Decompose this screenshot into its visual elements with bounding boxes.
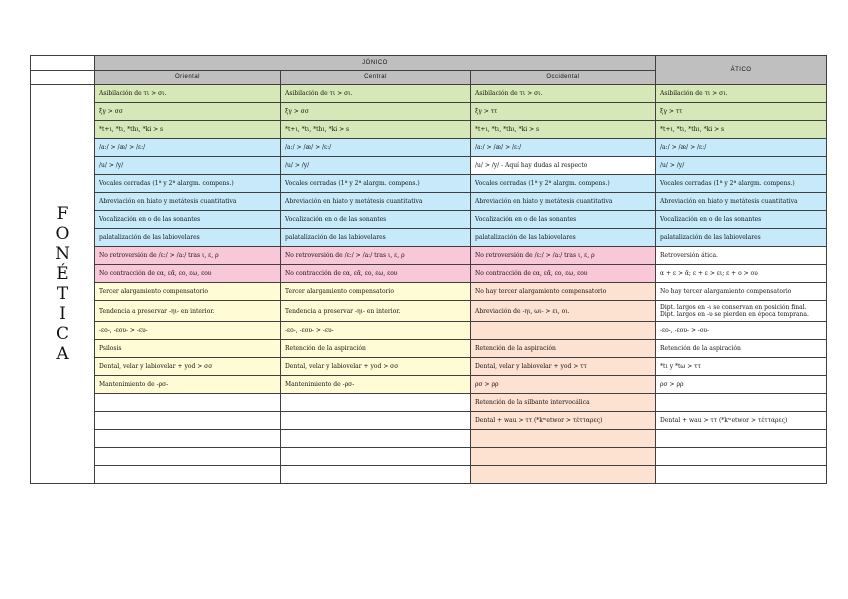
table-cell: -εο-, -εου- > -ευ- <box>95 322 281 340</box>
table-cell: palatalización de las labiovelares <box>656 229 827 247</box>
table-cell: Tendencia a preservar -ηι- en interior. <box>281 301 471 322</box>
table-cell <box>471 466 656 484</box>
table-cell: Dental, velar y labiovelar + yod > σσ <box>95 358 281 376</box>
table-row <box>31 412 827 430</box>
table-cell: /a:/ > /æ/ > /ε:/ <box>471 139 656 157</box>
table-body <box>31 85 827 484</box>
table-cell: Dental + wau > ττ (*kʷetwor > τέτταρες) <box>656 412 827 430</box>
header-jonico: JÓNICO <box>95 56 656 71</box>
table-cell: palatalización de las labiovelares <box>281 229 471 247</box>
table-cell <box>281 394 471 412</box>
table-cell <box>281 430 471 448</box>
table-cell: *t+ι, *tι, *thι, *ki > s <box>656 121 827 139</box>
table-cell: Tercer alargamiento compensatorio <box>281 283 471 301</box>
table-cell: palatalización de las labiovelares <box>471 229 656 247</box>
table-cell: Vocales cerradas (1ª y 2ª alargm. compens.) <box>471 175 656 193</box>
table-cell: /a:/ > /æ/ > /ε:/ <box>656 139 827 157</box>
table-cell: No contracción de εα, εᾶ, εο, εω, εου <box>471 265 656 283</box>
table-row <box>31 211 827 229</box>
table-cell <box>95 412 281 430</box>
table-cell: Dipt. largos en -ι se conservan en posición final. Dipt. largos en -υ se pierden en época temprana. <box>656 301 827 322</box>
table-cell: Vocales cerradas (1ª y 2ª alargm. compens.) <box>281 175 471 193</box>
table-row <box>31 448 827 466</box>
header-atico: ÁTICO <box>656 56 827 85</box>
table-row <box>31 340 827 358</box>
side-letter: F <box>56 204 69 224</box>
table-cell <box>471 430 656 448</box>
header-occidental: Occidental <box>471 71 656 85</box>
table-cell: No retroversión de /ε:/ > /a:/ tras ι, ε, ρ <box>281 247 471 265</box>
table-cell: -εο-, -εου- > -ευ- <box>281 322 471 340</box>
table-cell: Abreviación en hiato y metátesis cuantitativa <box>471 193 656 211</box>
side-letter: A <box>56 344 69 364</box>
table-row <box>31 103 827 121</box>
table-cell: No hay tercer alargamiento compensatorio <box>656 283 827 301</box>
table-cell: Retención de la silbante intervocálica <box>471 394 656 412</box>
table-cell: Vocales cerradas (1ª y 2ª alargm. compens.) <box>95 175 281 193</box>
header-central: Central <box>281 71 471 85</box>
table-cell: /u/ > /y/ <box>656 157 827 175</box>
table-row <box>31 85 827 103</box>
table-cell: No contracción de εα, εᾶ, εο, εω, εου <box>281 265 471 283</box>
table-cell: *t+ι, *tι, *thι, *ki > s <box>95 121 281 139</box>
table-cell: Vocalización en o de las sonantes <box>281 211 471 229</box>
side-letter: N <box>55 244 70 264</box>
table-cell: Psilosis <box>95 340 281 358</box>
table-row <box>31 283 827 301</box>
table-cell: /u/ > /y/ <box>95 157 281 175</box>
table-cell: Retención de la aspiración <box>281 340 471 358</box>
table-cell: Dental, velar y labiovelar + yod > ττ <box>471 358 656 376</box>
side-label-fonetica <box>31 85 95 484</box>
table-row <box>31 265 827 283</box>
table-row <box>31 394 827 412</box>
table-row <box>31 193 827 211</box>
side-letter: T <box>56 284 69 304</box>
table-cell <box>656 430 827 448</box>
table-cell: ξγ > ττ <box>471 103 656 121</box>
table-cell: ρσ > ρρ <box>471 376 656 394</box>
dialect-phonetics-table <box>30 55 827 484</box>
table-cell <box>95 466 281 484</box>
table-cell: Vocales cerradas (1ª y 2ª alargm. compens.) <box>656 175 827 193</box>
side-letter: I <box>59 304 66 324</box>
table-cell: -εο-, -εου- > -ου- <box>656 322 827 340</box>
table-cell: Vocalización en o de las sonantes <box>656 211 827 229</box>
table-cell: Abreviación en hiato y metátesis cuantitativa <box>95 193 281 211</box>
table-cell <box>95 448 281 466</box>
table-cell: /u/ > /y/ - Aquí hay dudas al respecto <box>471 157 656 175</box>
table-cell: Asibilación de τι > σι. <box>95 85 281 103</box>
table-cell: Asibilación de τι > σι. <box>281 85 471 103</box>
table-cell: Retención de la aspiración <box>471 340 656 358</box>
table-cell <box>471 322 656 340</box>
side-letter: O <box>55 224 70 244</box>
table-cell: Mantenimiento de -ρσ- <box>281 376 471 394</box>
table-cell <box>281 448 471 466</box>
table-cell: Asibilación de τι > σι. <box>656 85 827 103</box>
table-row <box>31 175 827 193</box>
table-cell: ξγ > ττ <box>656 103 827 121</box>
table-cell <box>95 394 281 412</box>
table-cell <box>656 466 827 484</box>
table-row <box>31 139 827 157</box>
table-cell: No retroversión de /ε:/ > /a:/ tras ι, ε, ρ <box>471 247 656 265</box>
table-row <box>31 247 827 265</box>
table-cell <box>281 466 471 484</box>
table-cell: /a:/ > /æ/ > /ε:/ <box>95 139 281 157</box>
table-cell: Vocalización en o de las sonantes <box>471 211 656 229</box>
table-row <box>31 466 827 484</box>
table-cell: Dental + wau > ττ (*kʷetwor > τέτταρες) <box>471 412 656 430</box>
table-cell: Abreviación en hiato y metátesis cuantitativa <box>281 193 471 211</box>
table-cell: palatalización de las labiovelares <box>95 229 281 247</box>
table-cell <box>281 412 471 430</box>
table-cell: *t+ι, *tι, *thι, *ki > s <box>281 121 471 139</box>
corner-cell-lower <box>31 71 95 85</box>
table-cell: ξγ > σσ <box>281 103 471 121</box>
table-row <box>31 376 827 394</box>
table-cell: No contracción de εα, εᾶ, εο, εω, εου <box>95 265 281 283</box>
table-row <box>31 358 827 376</box>
side-letter: C <box>55 324 69 344</box>
table-row <box>31 121 827 139</box>
table-row <box>31 157 827 175</box>
table-cell: Abreviación de -ηι, ωι- > ει, οι. <box>471 301 656 322</box>
table-row <box>31 322 827 340</box>
table-cell <box>95 430 281 448</box>
table-cell: /u/ > /y/ <box>281 157 471 175</box>
table-cell <box>471 448 656 466</box>
table-cell: *t+ι, *tι, *thι, *ki > s <box>471 121 656 139</box>
table-cell: Asibilación de τι > σι. <box>471 85 656 103</box>
table-cell: ρσ > ρρ <box>656 376 827 394</box>
table-cell: Mantenimiento de -ρσ- <box>95 376 281 394</box>
header-oriental: Oriental <box>95 71 281 85</box>
table-cell <box>656 394 827 412</box>
table-cell: Abreviación en hiato y metátesis cuantitativa <box>656 193 827 211</box>
table-cell: Vocalización en o de las sonantes <box>95 211 281 229</box>
corner-cell <box>31 56 95 71</box>
table-cell: No hay tercer alargamiento compensatorio <box>471 283 656 301</box>
table-row <box>31 301 827 322</box>
table-cell <box>656 448 827 466</box>
table-cell: *tι y *tω > ττ <box>656 358 827 376</box>
table-cell: Tercer alargamiento compensatorio <box>95 283 281 301</box>
table-cell: Retroversión ática. <box>656 247 827 265</box>
table-cell: Retención de la aspiración <box>656 340 827 358</box>
table-cell: Dental, velar y labiovelar + yod > σσ <box>281 358 471 376</box>
table-cell: No retroversión de /ε:/ > /a:/ tras ι, ε, ρ <box>95 247 281 265</box>
side-letter: É <box>56 264 69 284</box>
table-cell: /a:/ > /æ/ > /ε:/ <box>281 139 471 157</box>
table-cell: ξγ > σσ <box>95 103 281 121</box>
table-cell: α + ε > ᾱ; ε + ε > ει; ε + ο > ου <box>656 265 827 283</box>
table-row <box>31 430 827 448</box>
table-cell: Tendencia a preservar -ηι- en interior. <box>95 301 281 322</box>
table-row <box>31 229 827 247</box>
